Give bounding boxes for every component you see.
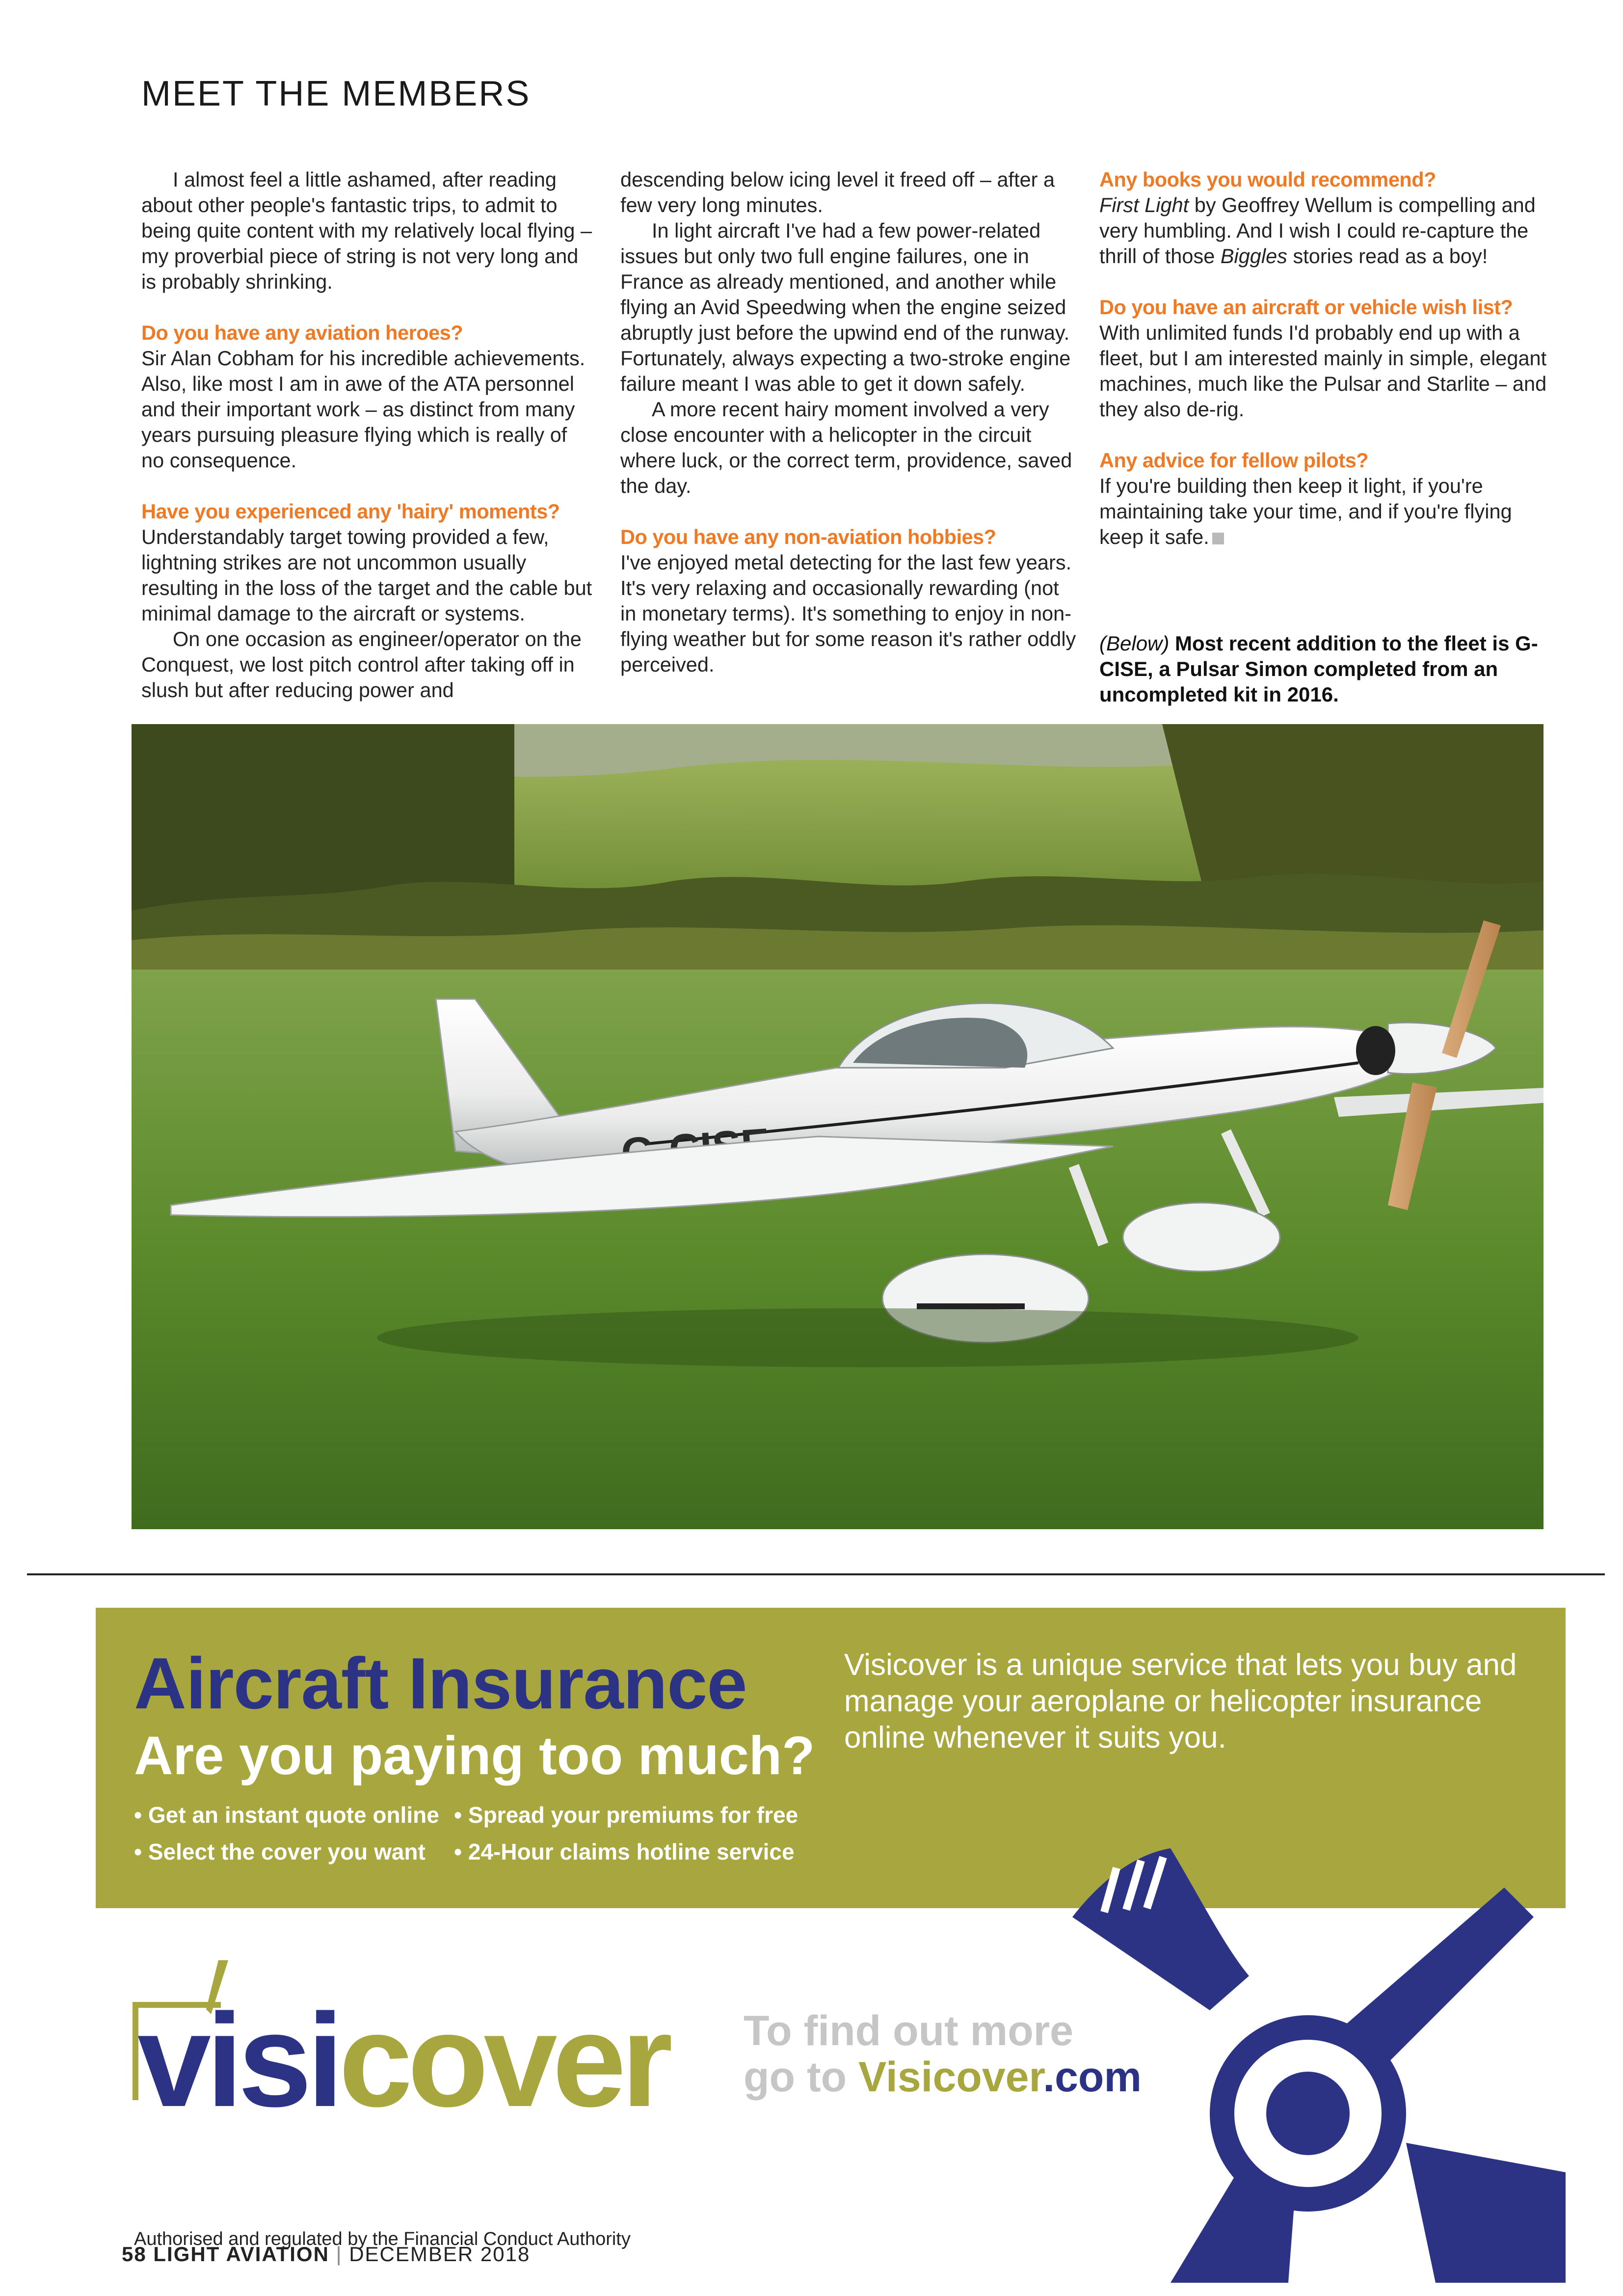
advert-title: Aircraft Insurance [134, 1643, 747, 1724]
visicover-logo: visicover [133, 1955, 712, 2120]
question-heading: Any books you would recommend? [1099, 168, 1436, 191]
question-heading: Do you have an aircraft or vehicle wish list? [1099, 296, 1513, 319]
paragraph: If you're building then keep it light, if you're maintaining take your time, and if you're flying keep it safe. [1099, 474, 1512, 548]
book-title: Biggles [1220, 244, 1287, 268]
page-footer: 58 LIGHT AVIATION | DECEMBER 2018 [122, 2242, 531, 2266]
issue-date: DECEMBER 2018 [349, 2242, 531, 2266]
photo-caption: (Below) Most recent addition to the fleet is G-CISE, a Pulsar Simon completed from an uncompleted kit in 2016. [1099, 632, 1538, 706]
question-heading: Do you have any non-aviation hobbies? [620, 525, 996, 548]
magazine-name: LIGHT AVIATION [153, 2242, 329, 2266]
advert-subtitle: Are you paying too much? [134, 1726, 815, 1786]
article-column-1 [141, 167, 593, 703]
paragraph: I almost feel a little ashamed, after reading about other people's fantastic trips, to admit to being quite content with my relatively local flying – my proverbial piece of string is not very long and is probably shrinking. [141, 168, 592, 293]
paragraph: Understandably target towing provided a few, lightning strikes are not uncommon usually resulting in the loss of the target and the cable but minimal damage to the aircraft or systems. [141, 525, 592, 625]
question-heading: Any advice for fellow pilots? [1099, 449, 1369, 472]
paragraph: Sir Alan Cobham for his incredible achievements. Also, like most I am in awe of the ATA personnel and their important work – as distinct from many years pursuing pleasure flying which is really of no consequence. [141, 347, 585, 472]
advert-bullet: • Get an instant quote online [134, 1802, 439, 1828]
paragraph: On one occasion as engineer/operator on the Conquest, we lost pitch control after taking off in slush but after reducing power and [141, 627, 582, 702]
book-title: First Light [1099, 193, 1189, 216]
aircraft-photo [132, 724, 1543, 1529]
paragraph: With unlimited funds I'd probably end up with a fleet, but I am interested mainly in simple, elegant machines, much like the Pulsar and Starlite – and they also de-rig. [1099, 321, 1547, 421]
divider [27, 1573, 1605, 1575]
question-heading: Do you have any aviation heroes? [141, 321, 463, 344]
advert-bullet: • 24-Hour claims hotline service [454, 1839, 795, 1864]
end-mark-icon [1212, 533, 1224, 544]
article-column-3 [1099, 167, 1551, 550]
paragraph: First Light by Geoffrey Wellum is compelling and very humbling. And I wish I could re-capture the thrill of those Biggles stories read as a boy! [1099, 193, 1536, 268]
question-heading: Have you experienced any 'hairy' moments? [141, 500, 560, 523]
regulatory-notice: Authorised and regulated by the Financial Conduct Authority [134, 2229, 631, 2249]
section-title: MEET THE MEMBERS [141, 74, 531, 113]
paragraph: descending below icing level it freed off – after a few very long minutes. [620, 168, 1055, 216]
advert-bullet: • Select the cover you want [134, 1839, 426, 1864]
page-number: 58 [122, 2242, 147, 2266]
advert-cta[interactable]: To find out more go to Visicover.com [744, 2007, 1142, 2101]
paragraph: In light aircraft I've had a few power-related issues but only two full engine failures, one in France as already mentioned, and another while flying an Avid Speedwing when the engine seized abruptly just before the upwind end of the runway. Fortunately, always expecting a two-stroke engine failure meant I was able to get it down safely. [620, 219, 1071, 395]
advert-bullet: • Spread your premiums for free [454, 1802, 798, 1828]
article-column-2 [620, 167, 1077, 677]
advert-description: Visicover is a unique service that lets you buy and manage your aeroplane or helicopter insurance online whenever it suits you. [844, 1648, 1517, 1755]
paragraph: I've enjoyed metal detecting for the last few years. It's very relaxing and occasionally rewarding (not in monetary terms). It's something to enjoy in non-flying weather but for some reason it's rather oddly perceived. [620, 551, 1076, 676]
paragraph: A more recent hairy moment involved a very close encounter with a helicopter in the circuit where luck, or the correct term, providence, saved the day. [620, 398, 1072, 497]
visicover-advert[interactable] [96, 1608, 1566, 2283]
